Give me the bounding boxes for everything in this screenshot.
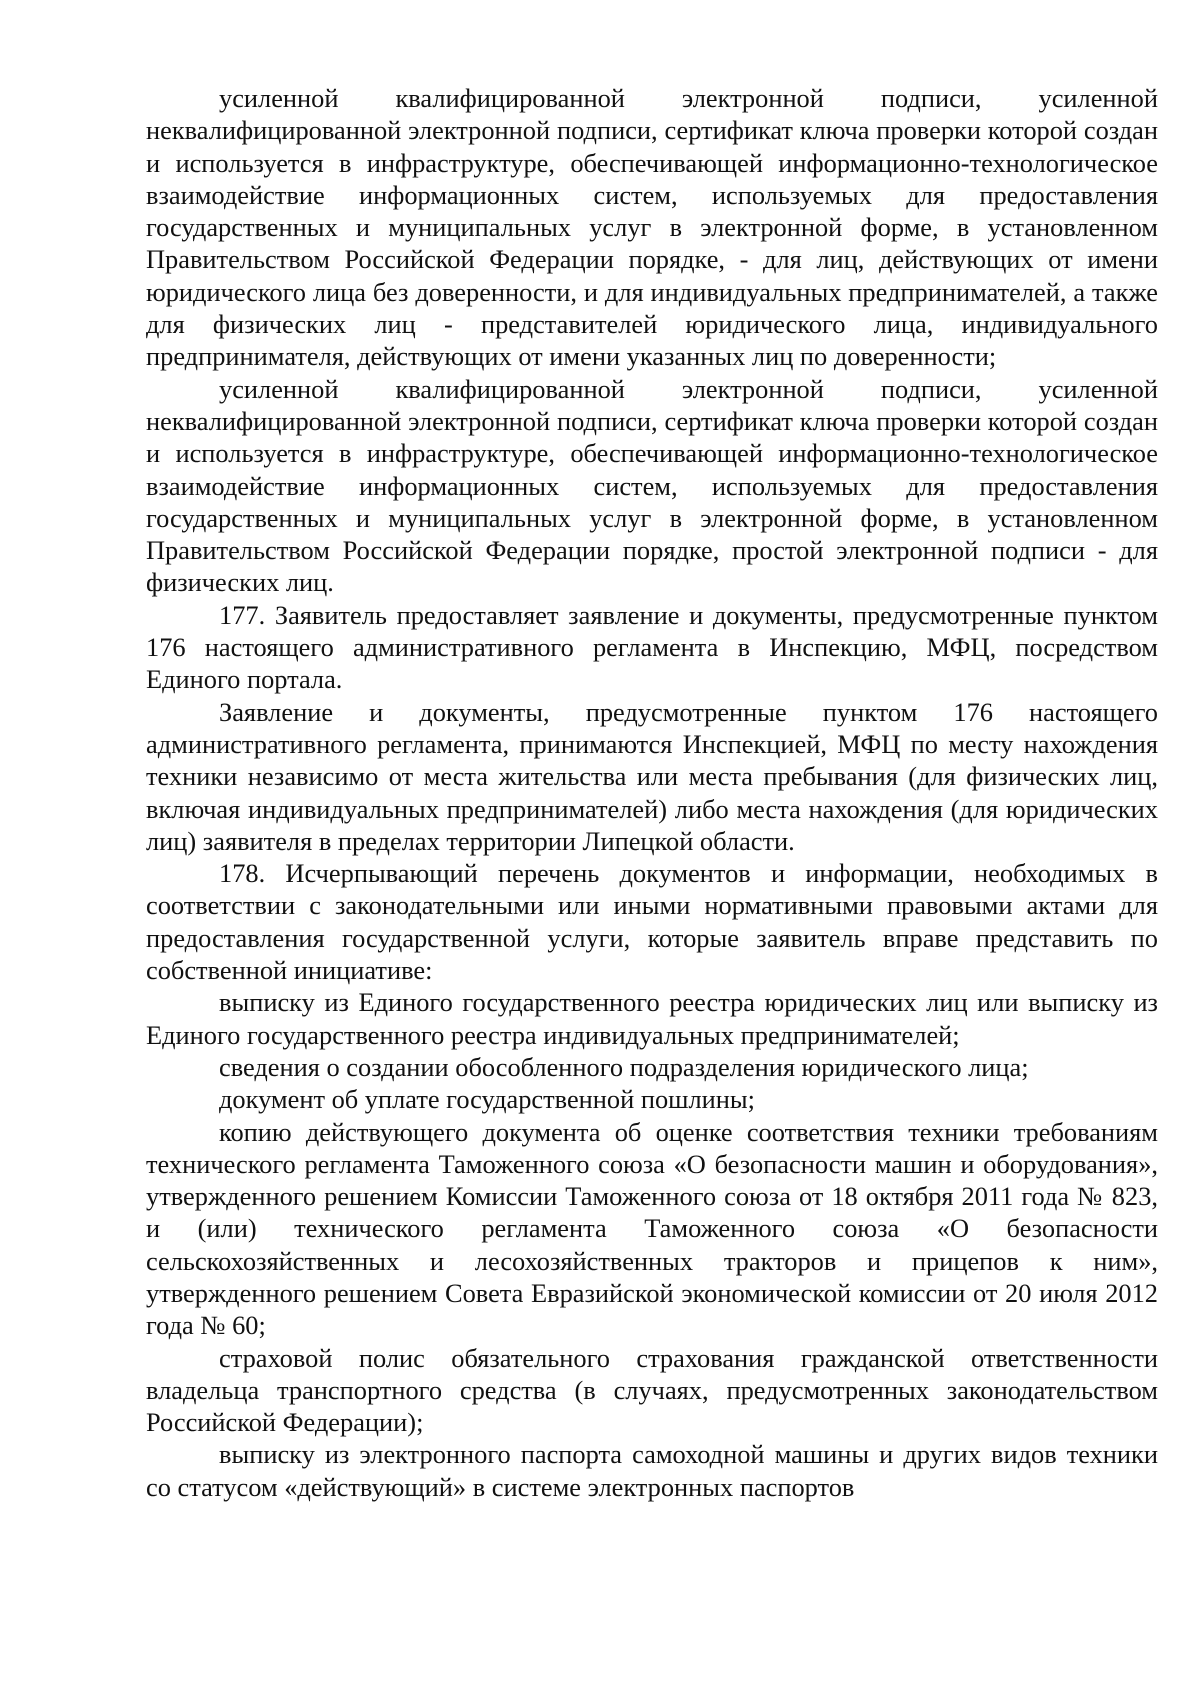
paragraph-178: 178. Исчерпывающий перечень документов и информации, необходимых в соответствии с законодательными или иными нормативными правовыми актами для предоставления государственной услуги, которые заявитель вправе представить по собственной инициативе:: [146, 858, 1158, 986]
document-page: [146, 82, 1158, 1503]
paragraph-signature-legal-entities: усиленной квалифицированной электронной подписи, усиленной неквалифицированной электронной подписи, сертификат ключа проверки которой создан и используется в инфраструктуре, обеспечивающей информационно-технологическое взаимодействие информационных систем, используемых для предоставления государственных и муниципальных услуг в электронной форме, в установленном Правительством Российской Федерации порядке, - для лиц, действующих от имени юридического лица без доверенности, и для индивидуальных предпринимателей, а также для физических лиц - представителей юридического лица, индивидуального предпринимателя, действующих от имени указанных лиц по доверенности;: [146, 83, 1158, 372]
paragraph-signature-individuals: усиленной квалифицированной электронной подписи, усиленной неквалифицированной электронной подписи, сертификат ключа проверки которой создан и используется в инфраструктуре, обеспечивающей информационно-технологическое взаимодействие информационных систем, используемых для предоставления государственных и муниципальных услуг в электронной форме, в установленном Правительством Российской Федерации порядке, простой электронной подписи - для физических лиц.: [146, 373, 1158, 598]
list-item-registry-extract: выписку из Единого государственного реестра юридических лиц или выписку из Единого государственного реестра индивидуальных предпринимателей;: [146, 987, 1158, 1050]
list-item-state-fee: документ об уплате государственной пошлины;: [219, 1084, 755, 1115]
list-item-electronic-passport: выписку из электронного паспорта самоходной машины и других видов техники со статусом «действующий» в системе электронных паспортов: [146, 1439, 1158, 1502]
list-item-conformity-document: копию действующего документа об оценке соответствия техники требованиям технического регламента Таможенного союза «О безопасности машин и оборудования», утвержденного решением Комиссии Таможенного союза от 18 октября 2011 года № 823, и (или) технического регламента Таможенного союза «О безопасности сельскохозяйственных и лесохозяйственных тракторов и прицепов к ним», утвержденного решением Совета Евразийской экономической комиссии от 20 июля 2012 года № 60;: [146, 1116, 1158, 1341]
paragraph-177: 177. Заявитель предоставляет заявление и документы, предусмотренные пунктом 176 настоящего административного регламента в Инспекцию, МФЦ, посредством Единого портала.: [146, 599, 1158, 695]
list-item-branch-info: сведения о создании обособленного подразделения юридического лица;: [219, 1051, 1029, 1082]
list-item-insurance-policy: страховой полис обязательного страхования гражданской ответственности владельца транспортного средства (в случаях, предусмотренных законодательством Российской Федерации);: [146, 1342, 1158, 1438]
paragraph-177-acceptance: Заявление и документы, предусмотренные пунктом 176 настоящего административного регламента, принимаются Инспекцией, МФЦ по месту нахождения техники независимо от места жительства или места пребывания (для физических лиц, включая индивидуальных предпринимателей) либо места нахождения (для юридических лиц) заявителя в пределах территории Липецкой области.: [146, 696, 1158, 856]
